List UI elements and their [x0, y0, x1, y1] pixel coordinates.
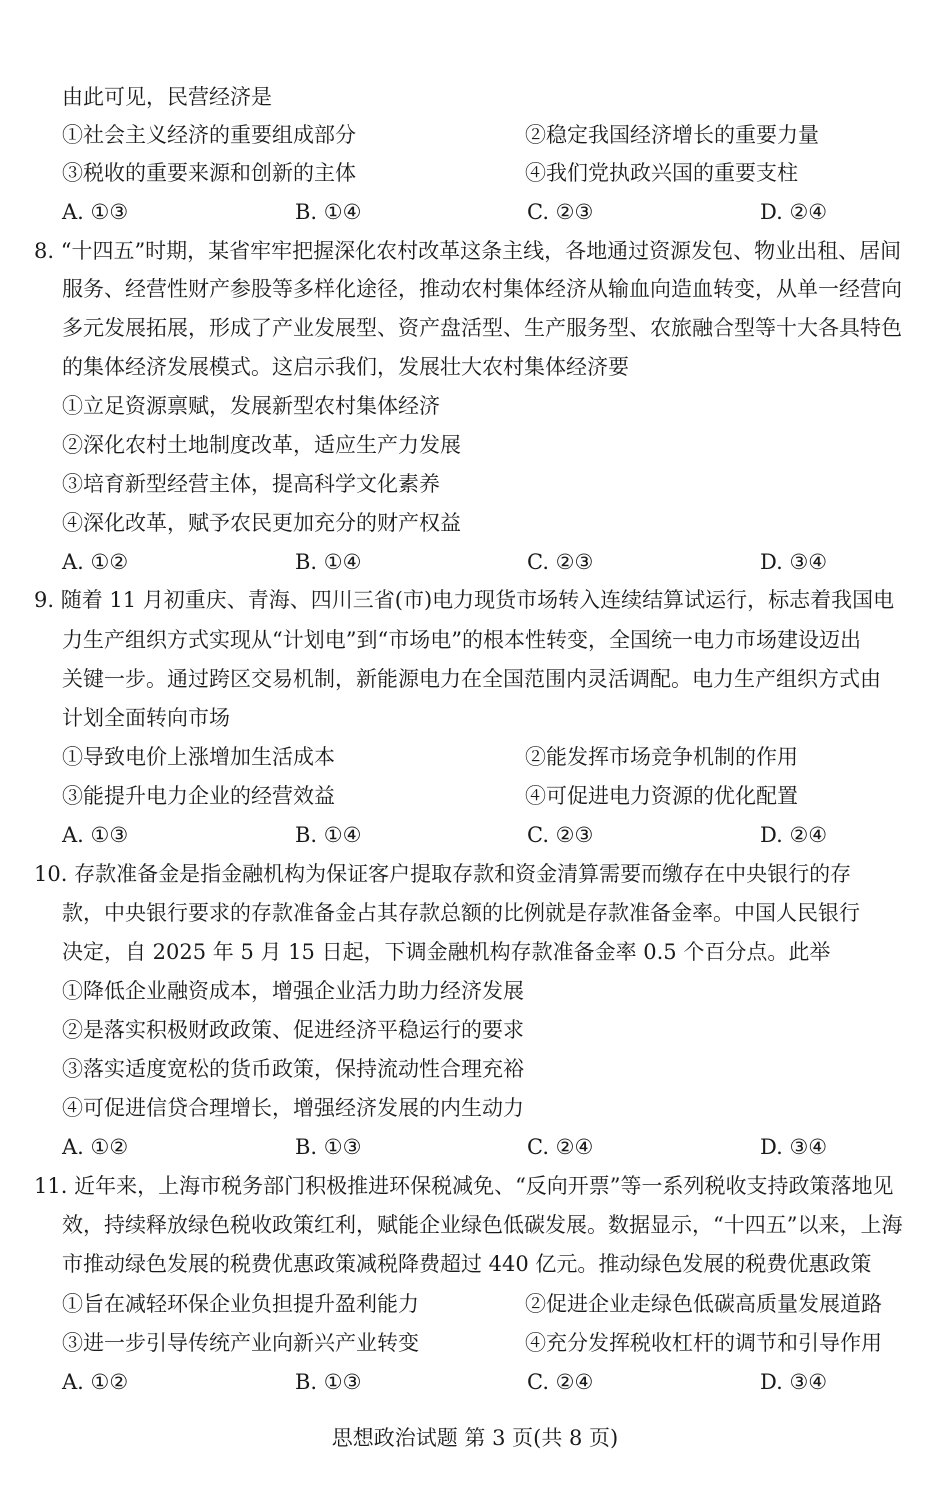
- q8-option-4: ④深化改革，赋予农民更加充分的财产权益: [62, 511, 461, 535]
- q7-stem-tail: 由此可见，民营经济是: [62, 85, 272, 109]
- q8-option-1: ①立足资源禀赋，发展新型农村集体经济: [62, 394, 440, 418]
- q8-stem-line: 8. “十四五”时期，某省牢牢把握深化农村改革这条主线，各地通过资源发包、物业出租、居间: [34, 239, 902, 263]
- q11-answer-d: D. ③④: [760, 1370, 828, 1394]
- q7-answer-c: C. ②③: [527, 200, 594, 224]
- q7-option-3: ③税收的重要来源和创新的主体: [62, 161, 356, 185]
- q11-answer-b: B. ①③: [295, 1370, 362, 1394]
- q8-stem-line: 的集体经济发展模式。这启示我们，发展壮大农村集体经济要: [62, 355, 629, 379]
- q10-answer-c: C. ②④: [527, 1135, 594, 1159]
- q11-option-1: ①旨在减轻环保企业负担提升盈利能力: [62, 1292, 419, 1316]
- q9-stem-line: 力生产组织方式实现从“计划电”到“市场电”的根本性转变，全国统一电力市场建设迈出: [62, 628, 861, 652]
- q9-option-2: ②能发挥市场竞争机制的作用: [525, 745, 798, 769]
- page-footer: 思想政治试题 第 3 页(共 8 页): [331, 1426, 619, 1450]
- q9-answer-b: B. ①④: [295, 823, 362, 847]
- q8-stem-line: 多元发展拓展，形成了产业发展型、资产盘活型、生产服务型、农旅融合型等十大各具特色: [62, 316, 902, 340]
- q9-answer-a: A. ①③: [62, 823, 129, 847]
- q11-answer-c: C. ②④: [527, 1370, 594, 1394]
- q9-answer-c: C. ②③: [527, 823, 594, 847]
- q9-answer-d: D. ②④: [760, 823, 828, 847]
- q10-stem-line: 10. 存款准备金是指金融机构为保证客户提取存款和资金清算需要而缴存在中央银行的存: [34, 862, 852, 886]
- q11-stem-line: 市推动绿色发展的税费优惠政策减税降费超过 440 亿元。推动绿色发展的税费优惠政策: [62, 1252, 872, 1276]
- q11-option-3: ③进一步引导传统产业向新兴产业转变: [62, 1331, 419, 1355]
- q9-option-3: ③能提升电力企业的经营效益: [62, 784, 335, 808]
- q8-stem-line: 服务、经营性财产参股等多样化途径，推动农村集体经济从输血向造血转变，从单一经营向: [62, 277, 902, 301]
- q10-answer-a: A. ①②: [62, 1135, 129, 1159]
- q9-stem-line: 关键一步。通过跨区交易机制，新能源电力在全国范围内灵活调配。电力生产组织方式由: [62, 667, 881, 691]
- q11-option-2: ②促进企业走绿色低碳高质量发展道路: [525, 1292, 882, 1316]
- q8-answer-c: C. ②③: [527, 550, 594, 574]
- q8-answer-d: D. ③④: [760, 550, 828, 574]
- q8-answer-a: A. ①②: [62, 550, 129, 574]
- q7-answer-b: B. ①④: [295, 200, 362, 224]
- q7-answer-d: D. ②④: [760, 200, 828, 224]
- q7-answer-a: A. ①③: [62, 200, 129, 224]
- q9-stem-line: 9. 随着 11 月初重庆、青海、四川三省(市)电力现货市场转入连续结算试运行，标志着我国电: [34, 588, 895, 612]
- q7-option-4: ④我们党执政兴国的重要支柱: [525, 161, 798, 185]
- q8-answer-b: B. ①④: [295, 550, 362, 574]
- q10-option-2: ②是落实积极财政政策、促进经济平稳运行的要求: [62, 1018, 524, 1042]
- q11-stem-line: 效，持续释放绿色税收政策红利，赋能企业绿色低碳发展。数据显示，“十四五”以来，上海: [62, 1213, 903, 1237]
- q11-answer-a: A. ①②: [62, 1370, 129, 1394]
- q11-stem-line: 11. 近年来，上海市税务部门积极推进环保税减免、“反向开票”等一系列税收支持政策落地见: [34, 1174, 894, 1198]
- q10-answer-d: D. ③④: [760, 1135, 828, 1159]
- q8-option-2: ②深化农村土地制度改革，适应生产力发展: [62, 433, 461, 457]
- q7-option-2: ②稳定我国经济增长的重要力量: [525, 123, 819, 147]
- q10-option-4: ④可促进信贷合理增长，增强经济发展的内生动力: [62, 1096, 524, 1120]
- q9-option-4: ④可促进电力资源的优化配置: [525, 784, 798, 808]
- q10-option-3: ③落实适度宽松的货币政策，保持流动性合理充裕: [62, 1057, 524, 1081]
- q11-option-4: ④充分发挥税收杠杆的调节和引导作用: [525, 1331, 882, 1355]
- q8-option-3: ③培育新型经营主体，提高科学文化素养: [62, 472, 440, 496]
- q10-answer-b: B. ①③: [295, 1135, 362, 1159]
- q10-stem-line: 款，中央银行要求的存款准备金占其存款总额的比例就是存款准备金率。中国人民银行: [62, 901, 860, 925]
- q9-stem-line: 计划全面转向市场: [62, 706, 230, 730]
- q10-option-1: ①降低企业融资成本，增强企业活力助力经济发展: [62, 979, 524, 1003]
- q10-stem-line: 决定，自 2025 年 5 月 15 日起，下调金融机构存款准备金率 0.5 个百分点。此举: [62, 940, 831, 964]
- q7-option-1: ①社会主义经济的重要组成部分: [62, 123, 356, 147]
- q9-option-1: ①导致电价上涨增加生活成本: [62, 745, 335, 769]
